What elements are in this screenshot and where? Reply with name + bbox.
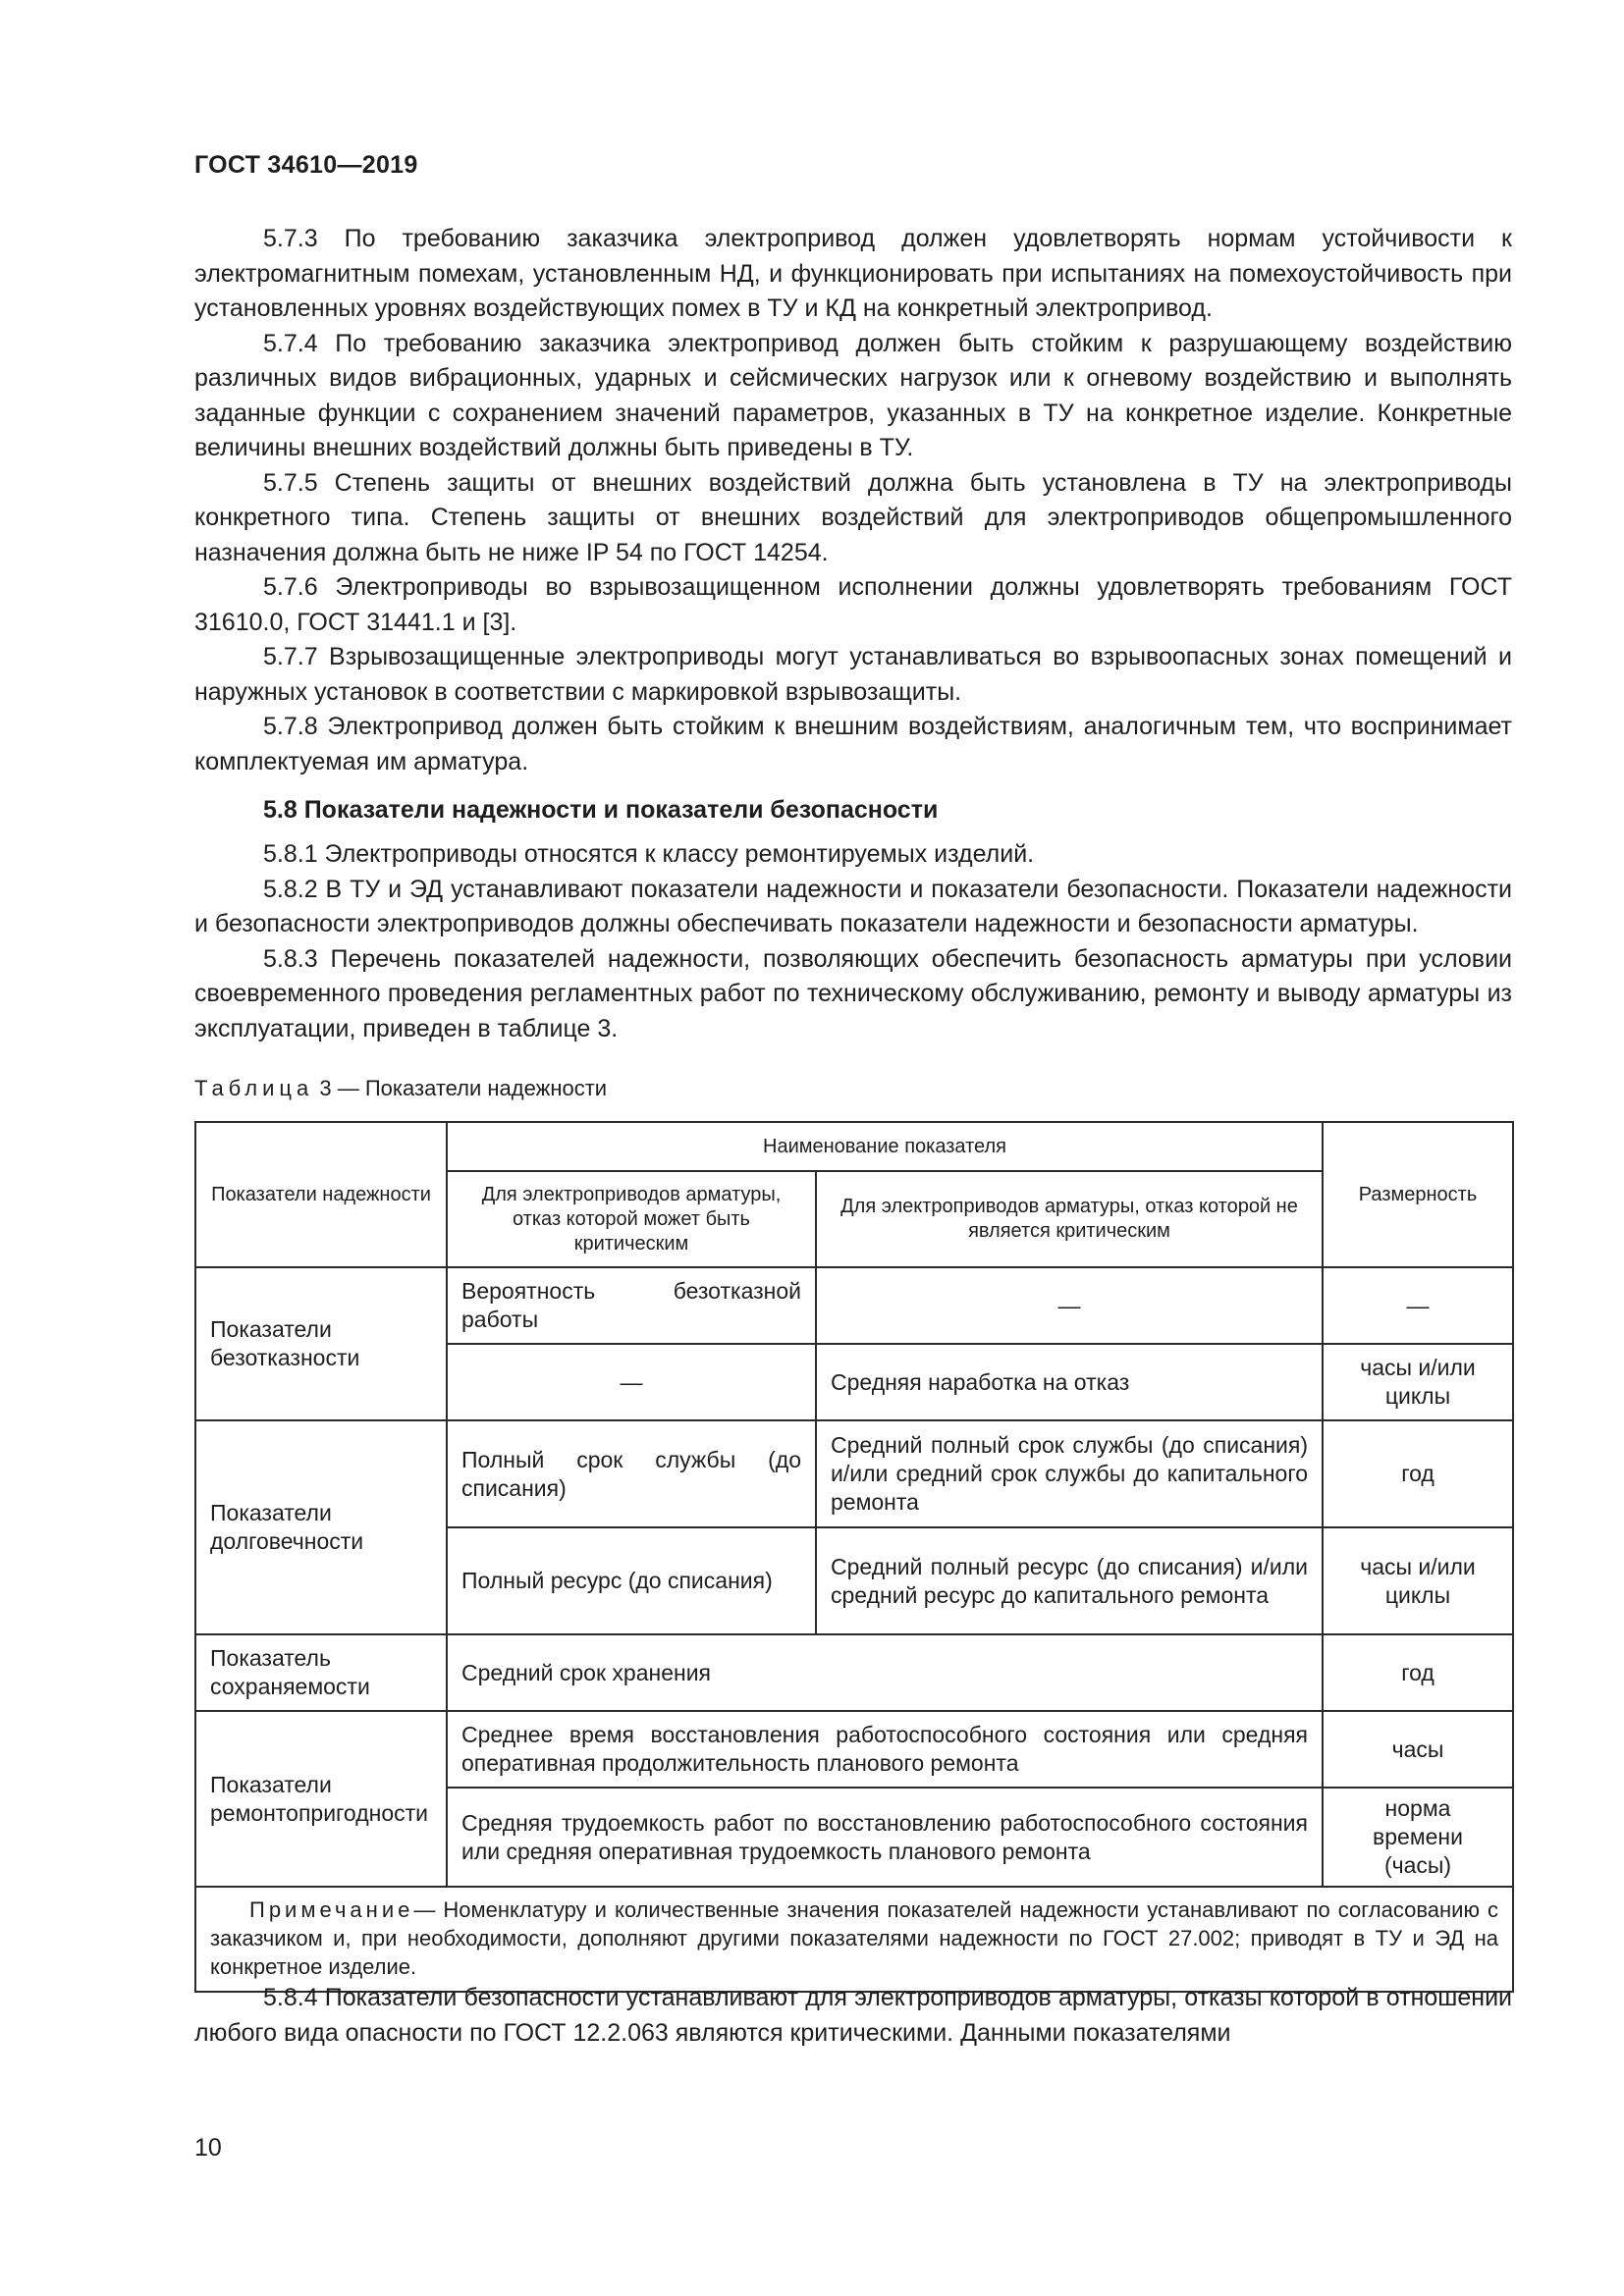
cell-both: Средняя трудоемкость работ по восстановлению работоспособного состояния или средняя оперативная трудоемкость планового ремонта — [447, 1788, 1323, 1887]
cell-noncritical: Средний полный срок службы (до списания) и/или средний срок службы до капитального ремонта — [816, 1420, 1323, 1527]
paragraph-5-8-3: 5.8.3 Перечень показателей надежности, позволяющих обеспечить безопасность арматуры при условии своевременного проведения регламентных работ по техническому обслуживанию, ремонту и выводу арматуры из эксплуатации, приведен в таблице 3. — [194, 944, 1512, 1042]
header-noncritical: Для электроприводов арматуры, отказ которой не является критическим — [816, 1171, 1323, 1267]
group-durability: Показатели долговечности — [195, 1420, 447, 1634]
reliability-table — [194, 1121, 1514, 1993]
cell-noncritical: Средняя наработка на отказ — [816, 1344, 1323, 1420]
paragraph-5-8-1: 5.8.1 Электроприводы относятся к классу ремонтируемых изделий. — [263, 840, 1035, 868]
document-body-continued — [194, 1981, 1512, 2051]
cell-critical: Вероятность безотказной работы — [447, 1267, 816, 1344]
header-critical: Для электроприводов арматуры, отказ которой может быть критическим — [447, 1171, 816, 1267]
cell-both: Средний срок хранения — [447, 1634, 1323, 1711]
cell-both: Среднее время восстановления работоспособного состояния или средняя оперативная продолжительность планового ремонта — [447, 1711, 1323, 1788]
paragraph-5-7-6: 5.7.6 Электроприводы во взрывозащищенном исполнении должны удовлетворять требованиям ГОСТ 31610.0, ГОСТ 31441.1 и [3]. — [194, 573, 1512, 636]
group-failure-free: Показатели безотказности — [195, 1267, 447, 1420]
group-maintainability: Показатели ремонтопригодности — [195, 1711, 447, 1887]
paragraph-5-7-7: 5.7.7 Взрывозащищенные электроприводы могут устанавливаться во взрывоопасных зонах помещений и наружных установок в соответствии с маркировкой взрывозащиты. — [194, 643, 1512, 706]
cell-noncritical: Средний полный ресурс (до списания) и/или средний ресурс до капитального ремонта — [816, 1527, 1323, 1634]
cell-unit: год — [1323, 1634, 1513, 1711]
paragraph-5-8-2: 5.8.2 В ТУ и ЭД устанавливают показатели надежности и показатели безопасности. Показатели надежности и безопасности электроприводов должны обеспечивать показатели надежности и безопасности арматуры. — [194, 875, 1512, 937]
table-note-lead: Примечание — [249, 1897, 414, 1922]
paragraph-5-7-3: 5.7.3 По требованию заказчика электропривод должен удовлетворять нормам устойчивости к электромагнитным помехам, установленным НД, и функционировать при испытаниях на помехоустойчивость при установленных уровнях воздействующих помех в ТУ и КД на конкретный электропривод. — [194, 225, 1512, 322]
table-caption-lead: Таблица — [194, 1076, 314, 1100]
cell-unit: часы и/или циклы — [1323, 1527, 1513, 1634]
cell-noncritical: — — [816, 1267, 1323, 1344]
cell-unit: — — [1323, 1267, 1513, 1344]
cell-unit: часы — [1323, 1711, 1513, 1788]
cell-unit: год — [1323, 1420, 1513, 1527]
paragraph-5-7-5: 5.7.5 Степень защиты от внешних воздействий должна быть установлена в ТУ на электроприводы конкретного типа. Степень защиты от внешних воздействий для электроприводов общепромышленного назначения должна быть не ниже IP 54 по ГОСТ 14254. — [194, 468, 1512, 566]
cell-critical: Полный срок службы (до списания) — [447, 1420, 816, 1527]
table-note-text: — Номенклатуру и количественные значения показателей надежности устанавливают по согласованию с заказчиком и, при необходимости, дополняют другими показателями надежности по ГОСТ 27.002; приводят в ТУ и ЭД на конкретное изделие. — [210, 1897, 1498, 1979]
table-note — [195, 1887, 1513, 1992]
document-body — [194, 222, 1512, 1046]
group-storability: Показатель сохраняемости — [195, 1634, 447, 1711]
cell-unit: норма времени (часы) — [1323, 1788, 1513, 1887]
section-heading-5-8: 5.8 Показатели надежности и показатели безопасности — [263, 796, 939, 824]
page-number: 10 — [194, 2134, 222, 2162]
header-unit: Размерность — [1323, 1122, 1513, 1267]
paragraph-5-7-8: 5.7.8 Электропривод должен быть стойким к внешним воздействиям, аналогичным тем, что воспринимает комплектуемая им арматура. — [194, 713, 1512, 775]
cell-critical: — — [447, 1344, 816, 1420]
header-indicators: Показатели надежности — [195, 1122, 447, 1267]
header-indicator-name: Наименование показателя — [447, 1122, 1323, 1171]
table-caption — [194, 1076, 607, 1101]
cell-critical: Полный ресурс (до списания) — [447, 1527, 816, 1634]
paragraph-5-8-4: 5.8.4 Показатели безопасности устанавливают для электроприводов арматуры, отказы которой в отношении любого вида опасности по ГОСТ 12.2.063 являются критическими. Данными показателями — [194, 1984, 1512, 2047]
table-caption-text: 3 — Показатели надежности — [319, 1076, 608, 1100]
cell-unit: часы и/или циклы — [1323, 1344, 1513, 1420]
document-header: ГОСТ 34610—2019 — [194, 151, 418, 179]
paragraph-5-7-4: 5.7.4 По требованию заказчика электропривод должен быть стойким к разрушающему воздействию различных видов вибрационных, ударных и сейсмических нагрузок или к огневому воздействию и выполнять заданные функции с сохранением значений параметров, указанных в ТУ на конкретное изделие. Конкретные величины внешних воздействий должны быть приведены в ТУ. — [194, 329, 1512, 461]
